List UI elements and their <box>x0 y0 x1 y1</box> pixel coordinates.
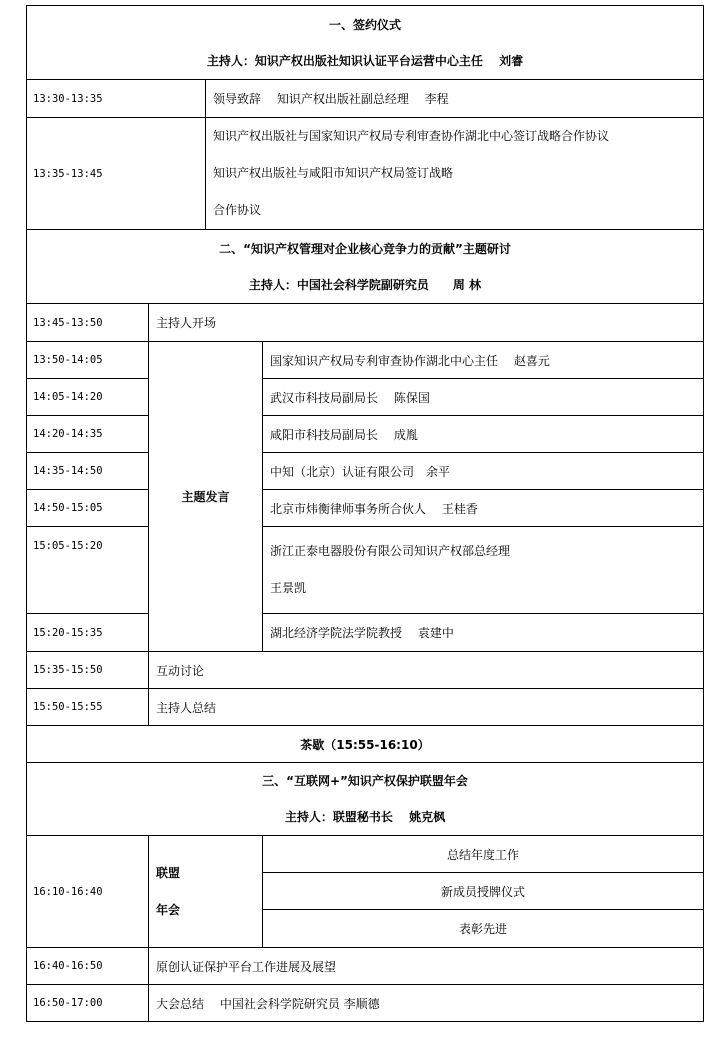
section1-header <box>27 6 704 80</box>
section1-host: 主持人：知识产权出版社知识认证平台运营中心主任 刘睿 <box>206 53 524 68</box>
table-row <box>27 304 704 342</box>
row-text: 湖北经济学院法学院教授 袁建中 <box>263 614 704 652</box>
row-text: 浙江正泰电器股份有限公司知识产权部总经理 <box>270 544 511 558</box>
annual-item: 总结年度工作 <box>263 836 704 873</box>
row-time: 13:50-14:05 <box>27 342 149 379</box>
section2-header <box>27 230 704 304</box>
table-row <box>27 342 704 379</box>
row-time: 16:50-17:00 <box>27 985 149 1022</box>
row-time: 14:05-14:20 <box>27 379 149 416</box>
table-row <box>27 614 704 652</box>
row-text: 互动讨论 <box>149 652 704 689</box>
annual-label-line: 联盟 <box>156 865 181 880</box>
row-time: 14:50-15:05 <box>27 490 149 527</box>
agenda-table <box>26 5 704 1022</box>
row-time: 15:50-15:55 <box>27 689 149 726</box>
row-time: 16:40-16:50 <box>27 948 149 985</box>
table-row <box>27 453 704 490</box>
row-time: 15:05-15:20 <box>27 527 149 614</box>
row-text: 中知（北京）认证有限公司 余平 <box>263 453 704 490</box>
table-row <box>27 652 704 689</box>
row-text: 领导致辞 知识产权出版社副总经理 李程 <box>206 80 704 118</box>
row-text: 合作协议 <box>213 203 262 217</box>
section3-host: 主持人：联盟秘书长 姚克枫 <box>284 810 446 824</box>
row-text: 王景凯 <box>270 581 307 595</box>
section2-host: 主持人：中国社会科学院副研究员 周 林 <box>248 277 482 292</box>
row-time: 13:45-13:50 <box>27 304 149 342</box>
table-row <box>27 416 704 453</box>
tea-break-row <box>27 726 704 763</box>
table-row <box>27 689 704 726</box>
annual-label <box>149 836 263 948</box>
row-text: 主持人开场 <box>149 304 704 342</box>
row-time: 13:35-13:45 <box>27 118 206 230</box>
table-row <box>27 985 704 1022</box>
section1-title: 一、签约仪式 <box>328 17 401 32</box>
row-time: 16:10-16:40 <box>27 836 149 948</box>
section3-title: 三、“互联网+”知识产权保护联盟年会 <box>262 774 468 788</box>
row-time: 15:35-15:50 <box>27 652 149 689</box>
row-text: 国家知识产权局专利审查协作湖北中心主任 赵喜元 <box>263 342 704 379</box>
row-text: 原创认证保护平台工作进展及展望 <box>149 948 704 985</box>
section2-title: 二、“知识产权管理对企业核心竞争力的贡献”主题研讨 <box>219 241 511 256</box>
table-row <box>27 379 704 416</box>
row-time: 14:35-14:50 <box>27 453 149 490</box>
table-row <box>27 490 704 527</box>
row-time: 15:20-15:35 <box>27 614 149 652</box>
table-row <box>27 948 704 985</box>
row-text: 知识产权出版社与咸阳市知识产权局签订战略 <box>213 166 454 180</box>
annual-item: 新成员授牌仪式 <box>263 873 704 910</box>
row-text: 武汉市科技局副局长 陈保国 <box>263 379 704 416</box>
row-text: 大会总结 中国社会科学院研究员 李顺德 <box>149 985 704 1022</box>
annual-label-line: 年会 <box>156 902 181 917</box>
table-row <box>27 118 704 230</box>
speech-label: 主题发言 <box>149 342 263 652</box>
row-time: 14:20-14:35 <box>27 416 149 453</box>
annual-item: 表彰先进 <box>263 910 704 948</box>
row-text: 咸阳市科技局副局长 成胤 <box>263 416 704 453</box>
row-text: 北京市炜衡律师事务所合伙人 王桂香 <box>263 490 704 527</box>
row-time: 13:30-13:35 <box>27 80 206 118</box>
table-row <box>27 836 704 873</box>
table-row <box>27 527 704 614</box>
row-text: 主持人总结 <box>149 689 704 726</box>
tea-break: 茶歇（15:55-16:10） <box>27 726 704 763</box>
row-text: 知识产权出版社与国家知识产权局专利审查协作湖北中心签订战略合作协议 <box>213 129 610 143</box>
table-row <box>27 80 704 118</box>
section3-header <box>27 763 704 836</box>
